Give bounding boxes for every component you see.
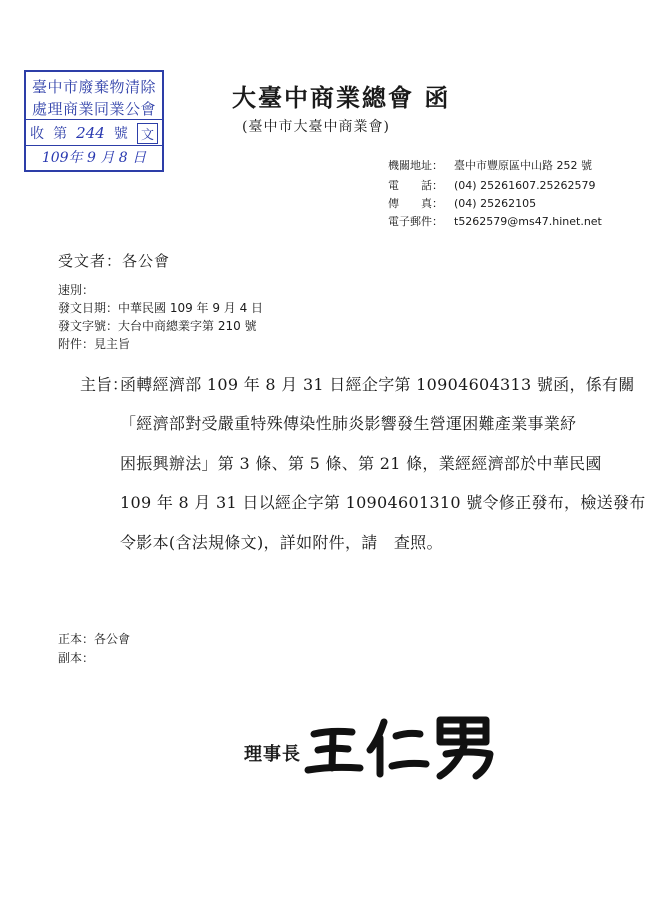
contact-email (388, 213, 602, 229)
stamp-recv-label: 收 (30, 126, 44, 142)
stamp-receipt-row (26, 121, 162, 146)
original-recipients: 正本：各公會 (58, 632, 131, 646)
contact-fax (388, 195, 536, 211)
speed-field: 速別： (58, 283, 95, 297)
contact-fax-value: (04) 25262105 (454, 197, 537, 210)
recipient: 受文者：各公會 (58, 252, 171, 270)
contact-address-value: 臺中市豐原區中山路 252 號 (454, 159, 592, 172)
chair-label: 理事長 (244, 744, 301, 765)
contact-address-label: 機關地址： (388, 159, 443, 172)
copy-recipients: 副本： (58, 651, 95, 665)
stamp-org-line1: 臺中市廢棄物清除 (31, 77, 156, 96)
subject-label: 主旨： (80, 375, 129, 394)
subject-line: 令影本(含法規條文)，詳如附件，請 查照。 (120, 533, 443, 552)
contact-phone-value: (04) 25261607.25262579 (454, 179, 596, 192)
subject-line: 「經濟部對受嚴重特殊傳染性肺炎影響發生營運困難產業事業紓 (120, 414, 577, 433)
contact-email-label: 電子郵件： (388, 215, 443, 228)
contact-phone-label: 電 話： (388, 179, 443, 192)
stamp-recv-box: 文 (137, 123, 158, 144)
stamp-org-line2: 處理商業同業公會 (26, 97, 162, 120)
stamp-recv-unit: 號 (113, 126, 128, 142)
stamp-recv-number: 244 (76, 124, 105, 142)
subject-line: 困振興辦法」第 3 條、第 5 條、第 21 條，業經經濟部於中華民國 (120, 454, 602, 473)
contact-email-value: t5262579@ms47.hinet.net (454, 215, 602, 228)
subject-line: 109 年 8 月 31 日以經企字第 10904601310 號令修正發布，檢送發布 (120, 493, 646, 512)
issue-date: 發文日期：中華民國 109 年 9 月 4 日 (58, 301, 264, 315)
receipt-stamp (24, 70, 164, 172)
document-title: 大臺中商業總會 函 (232, 83, 451, 112)
document-subtitle: (臺中市大臺中商業會) (242, 119, 390, 135)
contact-phone (388, 177, 596, 193)
stamp-recv-prefix: 第 (53, 126, 68, 142)
chair-signature (300, 712, 500, 782)
contact-fax-label: 傳 真： (388, 197, 443, 210)
attachment-note: 附件：見主旨 (58, 337, 131, 351)
contact-address (388, 157, 592, 173)
subject-line: 函轉經濟部 109 年 8 月 31 日經企字第 10904604313 號函，係有關 (120, 375, 635, 394)
document-number: 發文字號：大台中商總業字第 210 號 (58, 319, 257, 333)
stamp-date: 109年 9 月 8 日 (41, 150, 147, 166)
